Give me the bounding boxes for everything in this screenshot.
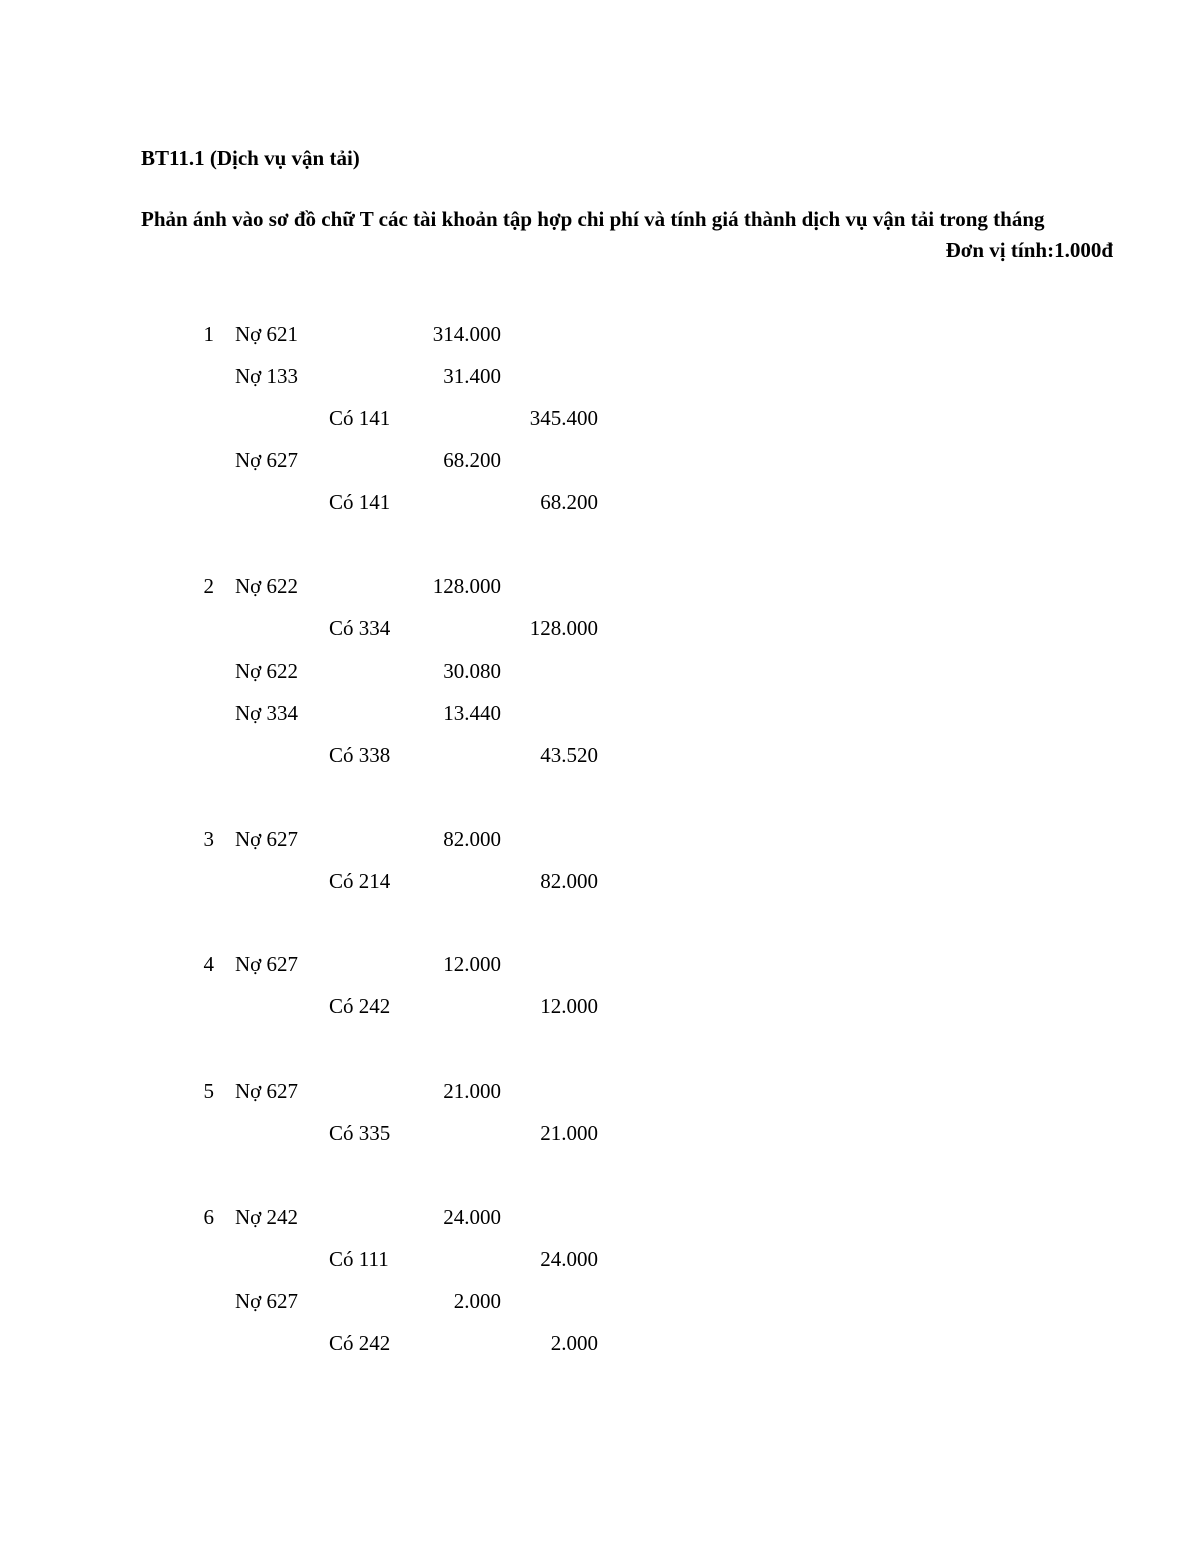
credit-amount: 21.000 [540, 1121, 598, 1145]
journal-row [0, 448, 700, 478]
journal-row [0, 869, 700, 899]
journal-row [0, 322, 700, 352]
credit-amount: 128.000 [529, 616, 598, 640]
debit-account: Nợ 627 [235, 1079, 299, 1103]
entry-number: 2 [203, 574, 214, 598]
credit-amount: 2.000 [550, 1331, 598, 1355]
credit-account: Có 214 [329, 869, 391, 893]
journal-row [0, 1205, 700, 1235]
journal-row [0, 952, 700, 982]
debit-amount: 2.000 [453, 1289, 501, 1313]
debit-amount: 82.000 [443, 827, 501, 851]
credit-amount: 12.000 [540, 994, 598, 1018]
journal-row [0, 1331, 700, 1361]
credit-account: Có 141 [329, 490, 391, 514]
debit-account: Nợ 133 [235, 364, 299, 388]
debit-account: Nợ 621 [235, 322, 299, 346]
journal-row [0, 743, 700, 773]
entry-number: 5 [203, 1079, 214, 1103]
debit-amount: 314.000 [432, 322, 501, 346]
journal-row [0, 659, 700, 689]
debit-amount: 21.000 [443, 1079, 501, 1103]
credit-account: Có 141 [329, 406, 391, 430]
credit-account: Có 242 [329, 994, 391, 1018]
entry-number: 4 [203, 952, 214, 976]
journal-row [0, 701, 700, 731]
journal-row [0, 1247, 700, 1277]
credit-amount: 43.520 [540, 743, 598, 767]
credit-amount: 82.000 [540, 869, 598, 893]
credit-amount: 345.400 [529, 406, 598, 430]
unit-label: Đơn vị tính:1.000đ [945, 238, 1113, 262]
journal-row [0, 574, 700, 604]
credit-account: Có 334 [329, 616, 391, 640]
entry-number: 1 [203, 322, 214, 346]
debit-account: Nợ 622 [235, 659, 299, 683]
debit-amount: 12.000 [443, 952, 501, 976]
journal-row [0, 827, 700, 857]
debit-amount: 128.000 [432, 574, 501, 598]
debit-account: Nợ 627 [235, 448, 299, 472]
entry-number: 6 [203, 1205, 214, 1229]
credit-account: Có 335 [329, 1121, 391, 1145]
credit-account: Có 242 [329, 1331, 391, 1355]
document-title: BT11.1 (Dịch vụ vận tải) [141, 146, 360, 170]
debit-amount: 24.000 [443, 1205, 501, 1229]
debit-amount: 68.200 [443, 448, 501, 472]
debit-account: Nợ 627 [235, 1289, 299, 1313]
journal-row [0, 616, 700, 646]
credit-account: Có 111 [329, 1247, 389, 1271]
journal-row [0, 490, 700, 520]
debit-account: Nợ 242 [235, 1205, 299, 1229]
debit-account: Nợ 622 [235, 574, 299, 598]
debit-account: Nợ 627 [235, 827, 299, 851]
entry-number: 3 [203, 827, 214, 851]
journal-row [0, 406, 700, 436]
journal-row [0, 364, 700, 394]
journal-row [0, 1121, 700, 1151]
credit-amount: 68.200 [540, 490, 598, 514]
journal-row [0, 1079, 700, 1109]
debit-amount: 30.080 [443, 659, 501, 683]
debit-account: Nợ 334 [235, 701, 299, 725]
debit-amount: 31.400 [443, 364, 501, 388]
journal-row [0, 994, 700, 1024]
document-subtitle: Phản ánh vào sơ đồ chữ T các tài khoản tập hợp chi phí và tính giá thành dịch vụ vận tải trong tháng [141, 207, 1045, 231]
credit-account: Có 338 [329, 743, 391, 767]
journal-row [0, 1289, 700, 1319]
credit-amount: 24.000 [540, 1247, 598, 1271]
debit-amount: 13.440 [443, 701, 501, 725]
debit-account: Nợ 627 [235, 952, 299, 976]
